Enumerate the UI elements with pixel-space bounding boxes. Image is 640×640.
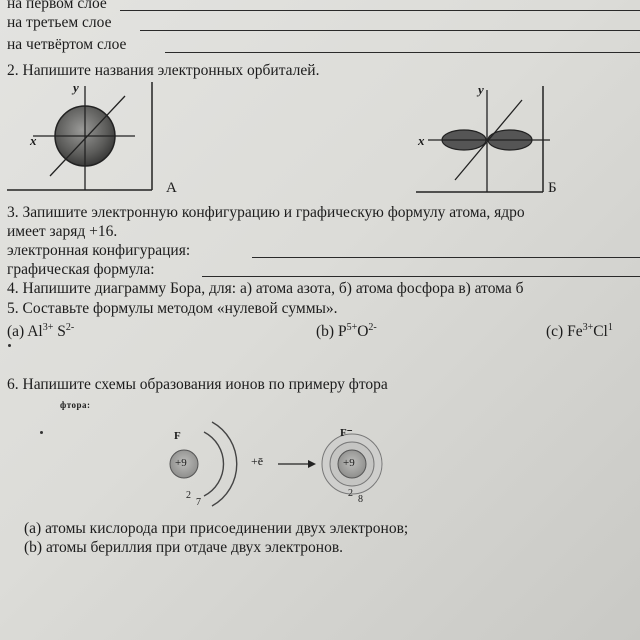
stray-mark-2 [40,431,43,434]
q6-text: 6. Напишите схемы образования ионов по примеру фтора [7,376,388,393]
q5-item-b [316,319,377,341]
ion-nucleus-charge: +9 [343,457,355,469]
ion-shell-outer-count: 8 [358,494,363,505]
q5-c-sup1: 3+ [582,322,594,333]
q5-b-prefix: (b) P [316,323,347,340]
atom-shell-inner-count: 2 [186,490,191,501]
diagram-b-letter: Б [548,180,557,196]
diagram-b-x-label: x [418,133,425,148]
diagram-b-y-label: y [478,82,484,97]
atom-nucleus-charge: +9 [175,457,187,469]
electron-label: +ē [251,454,264,468]
reaction-arrow-head [308,460,316,468]
layer1-label: на первом слое [7,0,107,12]
diagram-a-y-label: y [73,80,79,95]
ion-shell-inner-count: 2 [348,488,353,499]
p-orbital-diagram [410,80,570,200]
atom-shell-inner [204,432,224,496]
layer4-answer-line[interactable] [165,52,640,53]
diagram-a-letter: А [166,180,177,196]
q3-config-label: электронная конфигурация: [7,242,191,259]
q5-item-c [546,319,613,341]
layer3-label: на третьем слое [7,14,112,31]
q6-example-label: фтора: [60,400,91,410]
q5-b-sup2: 2- [368,322,377,333]
stray-mark [8,344,11,347]
q5-a-sup1: 3+ [42,322,54,333]
q5-item-a [7,319,74,341]
layer4-label: на четвёртом слое [7,36,127,53]
q5-c-prefix: (c) Fe [546,323,583,340]
q5-a-sup2: 2- [65,322,75,333]
ion-symbol: F⁻ [340,427,353,439]
layer3-answer-line[interactable] [140,30,640,31]
q6-item-b: (b) атомы бериллия при отдаче двух электронов. [24,539,344,556]
q3-text-line1: 3. Запишите электронную конфигурацию и графическую формулу атома, ядро [7,204,525,221]
q4-text: 4. Напишите диаграмму Бора, для: а) атома азота, б) атома фосфора в) атома б [7,280,524,297]
q6-item-a: (a) атомы кислорода при присоединении двух электронов; [24,520,409,537]
q5-c-mid: Cl [593,323,608,340]
q5-b-sup1: 5+ [346,322,358,333]
q5-a-mid: S [53,323,66,340]
q5-text: 5. Составьте формулы методом «нулевой суммы». [7,300,338,317]
q2-text: 2. Напишите названия электронных орбиталей. [7,62,320,79]
atom-symbol: F [174,430,181,442]
diagram-a-x-label: x [30,133,37,148]
q3-graphic-label: графическая формула: [7,261,155,278]
layer1-answer-line[interactable] [120,10,640,11]
atom-shell-outer-count: 7 [196,497,201,508]
q3-graphic-answer-line[interactable] [202,276,640,277]
q3-text-line2: имеет заряд +16. [7,223,118,240]
q5-b-mid: O [357,323,369,340]
q3-config-answer-line[interactable] [252,257,640,258]
q5-a-prefix: (a) Al [7,323,43,340]
atom-shell-outer [212,422,237,506]
q5-c-sup2: 1 [607,322,613,333]
